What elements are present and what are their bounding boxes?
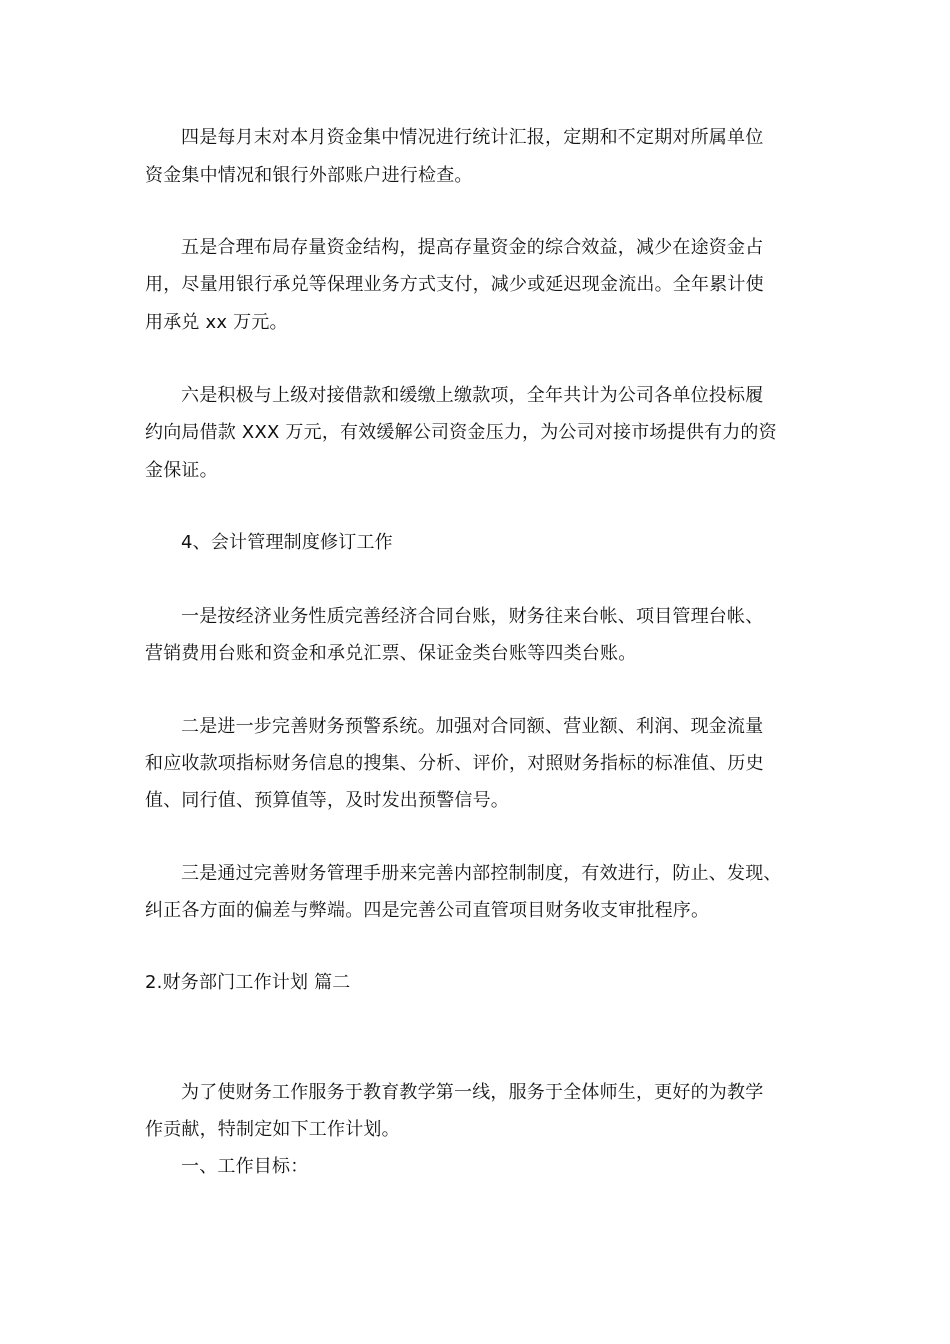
paragraph-line: 值、同行值、预算值等，及时发出预警信号。 (145, 790, 509, 811)
paragraph-line: 资金集中情况和银行外部账户进行检查。 (145, 165, 473, 186)
paragraph-line: 约向局借款 XXX 万元，有效缓解公司资金压力，为公司对接市场提供有力的资 (145, 422, 777, 443)
paragraph-line: 用承兑 xx 万元。 (145, 312, 288, 333)
section-heading: 4、会计管理制度修订工作 (181, 532, 393, 553)
paragraph-line: 为了使财务工作服务于教育教学第一线，服务于全体师生，更好的为教学 (181, 1082, 764, 1103)
paragraph-line: 六是积极与上级对接借款和缓缴上缴款项，全年共计为公司各单位投标履 (181, 385, 764, 406)
paragraph-line: 五是合理布局存量资金结构，提高存量资金的综合效益，减少在途资金占 (181, 237, 764, 258)
paragraph-line: 作贡献，特制定如下工作计划。 (145, 1119, 400, 1140)
paragraph-line: 纠正各方面的偏差与弊端。四是完善公司直管项目财务收支审批程序。 (145, 900, 710, 921)
paragraph-line: 用，尽量用银行承兑等保理业务方式支付，减少或延迟现金流出。全年累计使 (145, 274, 764, 295)
paragraph-line: 一是按经济业务性质完善经济合同台账，财务往来台帐、项目管理台帐、 (181, 606, 764, 627)
section-heading: 一、工作目标： (181, 1156, 309, 1177)
paragraph-line: 四是每月末对本月资金集中情况进行统计汇报，定期和不定期对所属单位 (181, 127, 764, 148)
paragraph-line: 和应收款项指标财务信息的搜集、分析、评价，对照财务指标的标准值、历史 (145, 753, 764, 774)
paragraph-line: 二是进一步完善财务预警系统。加强对合同额、营业额、利润、现金流量 (181, 716, 764, 737)
section-heading: 2.财务部门工作计划 篇二 (145, 972, 351, 993)
paragraph-line: 营销费用台账和资金和承兑汇票、保证金类台账等四类台账。 (145, 643, 637, 664)
paragraph-line: 金保证。 (145, 460, 218, 481)
paragraph-line: 三是通过完善财务管理手册来完善内部控制制度，有效进行，防止、发现、 (181, 863, 782, 884)
